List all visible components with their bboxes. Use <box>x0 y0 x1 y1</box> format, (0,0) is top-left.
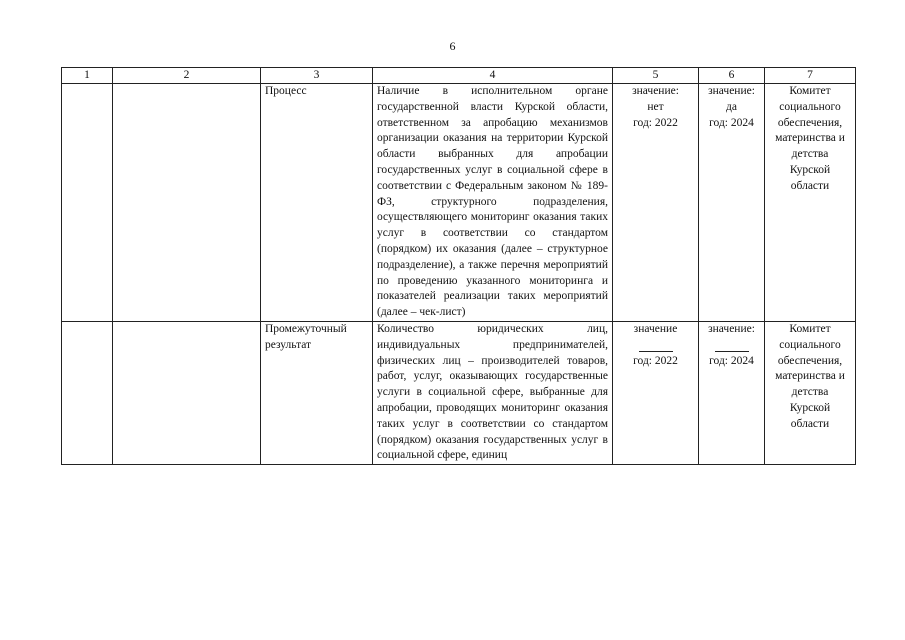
row-1-col-1 <box>62 84 113 322</box>
responsible-line: материнства и <box>775 132 845 145</box>
row-2-target-value <box>699 321 765 464</box>
header-row <box>62 68 856 84</box>
row-2-col-1 <box>62 321 113 464</box>
base-value-label: значение <box>633 322 678 335</box>
responsible-line: материнства и <box>775 370 845 383</box>
responsible-line: области <box>790 417 830 430</box>
row-1-stage: Процесс <box>261 84 373 322</box>
row-1-indicator-description: Наличие в исполнительном органе государственной власти Курской области, ответственном за апробацию механизмов организации оказания на территории Курской области выбранных для апробации государственных услуг в социальной сфере в соответствии с Федеральным законом № 189-ФЗ, структурного подразделения, осуществляющего мониторинг оказания таких услуг в соответствии со стандартом (порядком) их оказания (далее – структурное подразделение), а также перечня мероприятий по проведению указанного мониторинга и показателей реализации таких мероприятий (далее – чек-лист) <box>373 84 613 322</box>
header-cell-6: 6 <box>699 68 765 84</box>
responsible-line: Курской <box>789 401 831 414</box>
row-2-stage: Промежуточный результат <box>261 321 373 464</box>
base-year: год: 2022 <box>633 354 678 367</box>
header-cell-2: 2 <box>113 68 261 84</box>
responsible-line: области <box>790 179 830 192</box>
indicators-table <box>61 67 856 465</box>
responsible-line: детства <box>791 148 829 161</box>
target-year: год: 2024 <box>709 116 754 129</box>
target-value: да <box>726 100 737 113</box>
responsible-line: обеспечения, <box>777 116 843 129</box>
target-year: год: 2024 <box>709 354 754 367</box>
base-value-label: значение: <box>632 85 679 97</box>
table-row <box>62 84 856 322</box>
base-value: нет <box>647 100 664 113</box>
responsible-line: Комитет <box>789 85 831 97</box>
row-2-responsible <box>765 321 856 464</box>
row-2-indicator-description: Количество юридических лиц, индивидуальных предпринимателей, физических лиц – производителей товаров, работ, услуг, оказывающих государственные услуги в социальной сфере, выбранные для апробации, проводящих мониторинг оказания таких услуг в соответствии со стандартом (порядком) оказания государственных услуг в социальной сфере, единиц <box>373 321 613 464</box>
header-cell-5: 5 <box>613 68 699 84</box>
row-1-target-value <box>699 84 765 322</box>
target-value-label: значение: <box>708 85 755 97</box>
responsible-line: социального <box>779 338 841 351</box>
row-1-responsible <box>765 84 856 322</box>
responsible-line: социального <box>779 100 841 113</box>
target-value-blank <box>715 338 749 352</box>
target-value-label: значение: <box>708 322 755 335</box>
responsible-line: Курской <box>789 163 831 176</box>
header-cell-7: 7 <box>765 68 856 84</box>
header-cell-3: 3 <box>261 68 373 84</box>
row-1-base-value <box>613 84 699 322</box>
responsible-line: обеспечения, <box>777 354 843 367</box>
table-row <box>62 321 856 464</box>
row-2-base-value <box>613 321 699 464</box>
base-year: год: 2022 <box>633 116 678 129</box>
base-value-blank <box>639 338 673 352</box>
responsible-line: Комитет <box>789 322 831 335</box>
header-cell-4: 4 <box>373 68 613 84</box>
responsible-line: детства <box>791 386 829 399</box>
page-number: 6 <box>449 39 456 53</box>
row-2-col-2 <box>113 321 261 464</box>
header-cell-1: 1 <box>62 68 113 84</box>
row-1-col-2 <box>113 84 261 322</box>
